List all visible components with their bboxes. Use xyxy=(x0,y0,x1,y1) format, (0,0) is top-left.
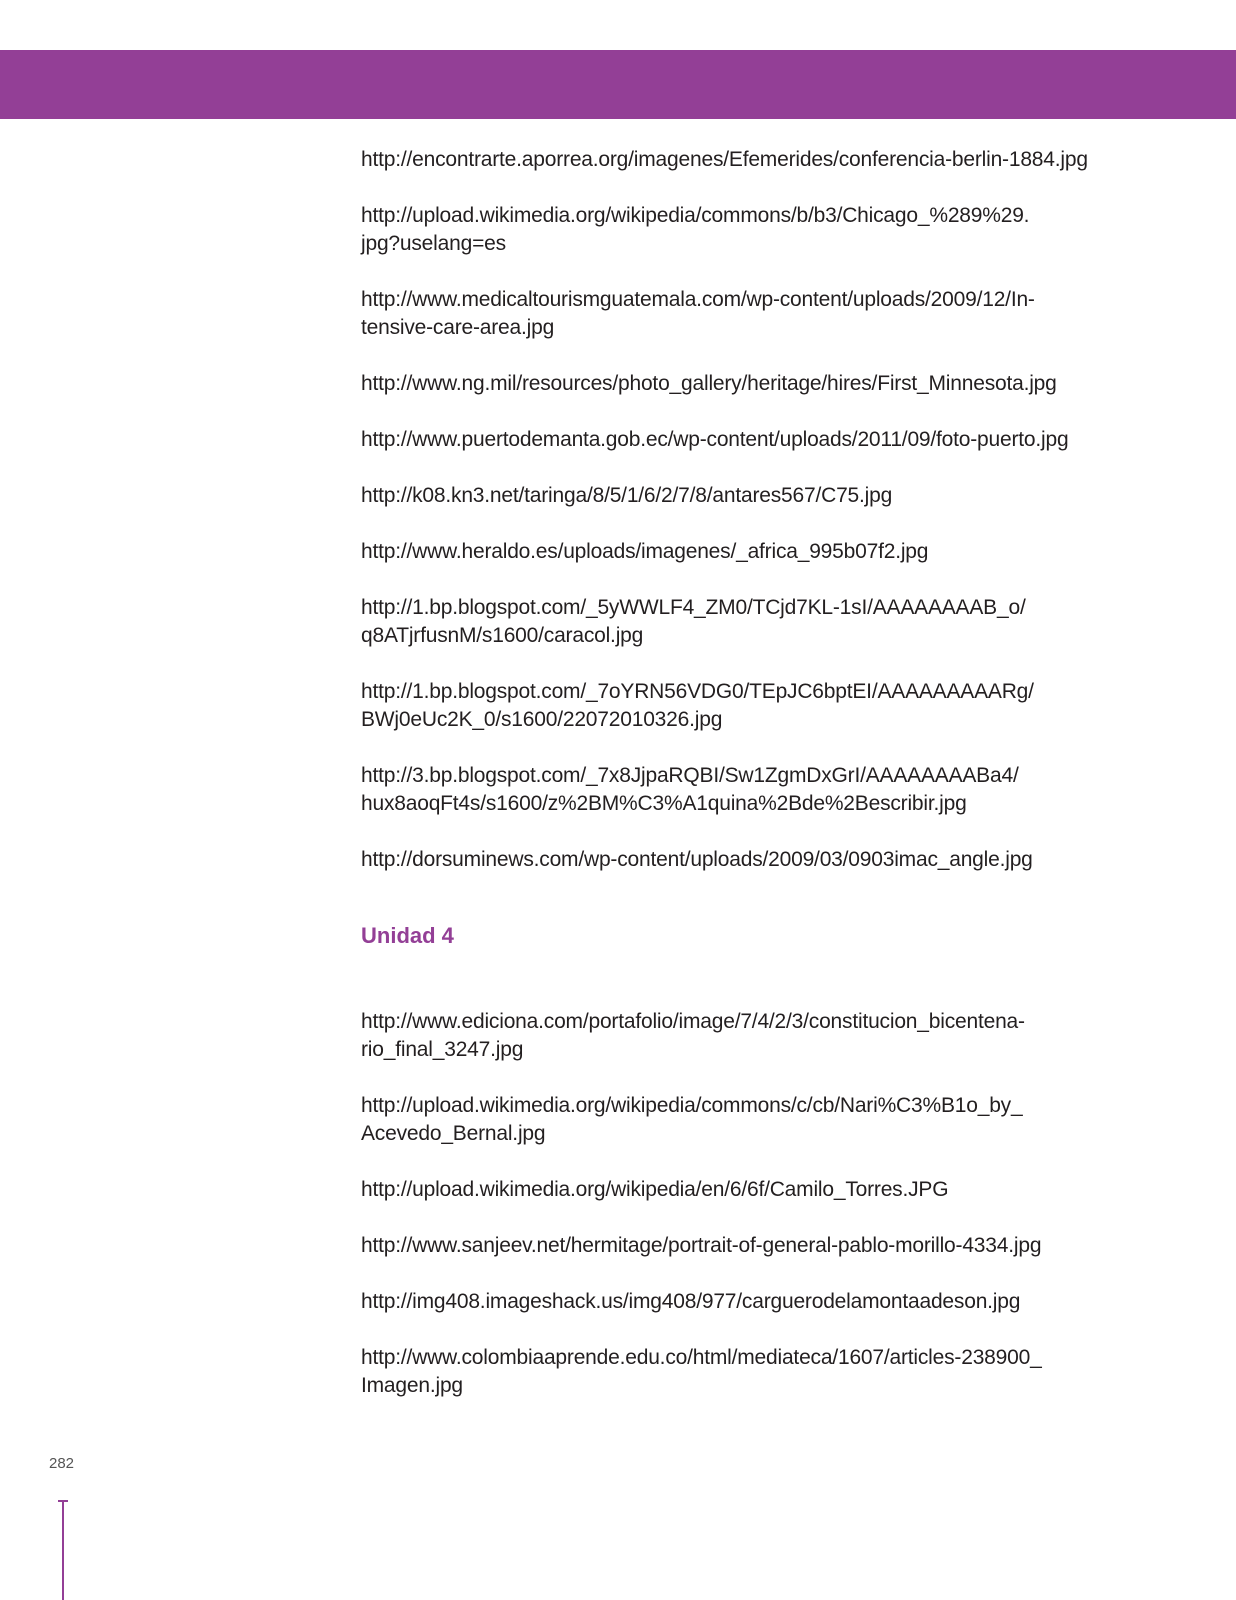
reference-item xyxy=(361,146,1101,174)
reference-line: http://www.sanjeev.net/hermitage/portrait-of-general-pablo-morillo-4334.jpg xyxy=(361,1234,1042,1257)
reference-line: http://encontrarte.aporrea.org/imagenes/Efemerides/conferencia-berlin-1884.jpg xyxy=(361,148,1088,171)
reference-line: http://www.heraldo.es/uploads/imagenes/_africa_995b07f2.jpg xyxy=(361,540,929,563)
reference-line-continued: hux8aoqFt4s/s1600/z%2BM%C3%A1quina%2Bde%2Bescribir.jpg xyxy=(361,792,967,815)
page-number: 282 xyxy=(49,1455,75,1472)
reference-item xyxy=(361,482,1101,510)
reference-line-continued: q8ATjrfusnM/s1600/caracol.jpg xyxy=(361,624,644,647)
reference-item xyxy=(361,1008,1101,1064)
reference-item xyxy=(361,1092,1101,1148)
reference-line: http://1.bp.blogspot.com/_7oYRN56VDG0/TEpJC6bptEI/AAAAAAAAARg/ xyxy=(361,680,1034,703)
reference-line: http://upload.wikimedia.org/wikipedia/commons/b/b3/Chicago_%289%29. xyxy=(361,204,1030,227)
reference-item xyxy=(361,1344,1101,1400)
reference-item xyxy=(361,762,1101,818)
reference-item xyxy=(361,846,1101,874)
reference-line: http://www.medicaltourismguatemala.com/wp-content/uploads/2009/12/In- xyxy=(361,288,1035,311)
margin-rule xyxy=(62,1500,64,1600)
references-list-unit4 xyxy=(361,1008,1101,1400)
reference-item xyxy=(361,1232,1101,1260)
reference-line: http://www.ng.mil/resources/photo_gallery/heritage/hires/First_Minnesota.jpg xyxy=(361,372,1057,395)
reference-item xyxy=(361,202,1101,258)
reference-item xyxy=(361,538,1101,566)
reference-line: http://img408.imageshack.us/img408/977/carguerodelamontaadeson.jpg xyxy=(361,1290,1021,1313)
references-content xyxy=(361,146,1101,1428)
reference-item xyxy=(361,370,1101,398)
references-list-unit3 xyxy=(361,146,1101,874)
reference-line-continued: Imagen.jpg xyxy=(361,1374,463,1397)
reference-line-continued: tensive-care-area.jpg xyxy=(361,316,555,339)
reference-item xyxy=(361,594,1101,650)
reference-line: http://1.bp.blogspot.com/_5yWWLF4_ZM0/TCjd7KL-1sI/AAAAAAAAB_o/ xyxy=(361,596,1026,619)
reference-line: http://www.colombiaaprende.edu.co/html/mediateca/1607/articles-238900_ xyxy=(361,1346,1042,1369)
reference-line: http://dorsuminews.com/wp-content/uploads/2009/03/0903imac_angle.jpg xyxy=(361,848,1033,871)
reference-line: http://www.ediciona.com/portafolio/image/7/4/2/3/constitucion_bicentena- xyxy=(361,1010,1025,1033)
reference-line: http://k08.kn3.net/taringa/8/5/1/6/2/7/8/antares567/C75.jpg xyxy=(361,484,893,507)
reference-item xyxy=(361,286,1101,342)
reference-line: http://upload.wikimedia.org/wikipedia/en/6/6f/Camilo_Torres.JPG xyxy=(361,1178,949,1201)
reference-item xyxy=(361,678,1101,734)
reference-line: http://upload.wikimedia.org/wikipedia/commons/c/cb/Nari%C3%B1o_by_ xyxy=(361,1094,1023,1117)
section-title: Unidad 4 xyxy=(361,923,454,948)
reference-line-continued: BWj0eUc2K_0/s1600/22072010326.jpg xyxy=(361,708,723,731)
header-band xyxy=(0,50,1236,119)
reference-item xyxy=(361,426,1101,454)
reference-item xyxy=(361,1176,1101,1204)
reference-item xyxy=(361,1288,1101,1316)
reference-line-continued: Acevedo_Bernal.jpg xyxy=(361,1122,546,1145)
reference-line: http://3.bp.blogspot.com/_7x8JjpaRQBI/Sw1ZgmDxGrI/AAAAAAAABa4/ xyxy=(361,764,1019,787)
reference-line: http://www.puertodemanta.gob.ec/wp-content/uploads/2011/09/foto-puerto.jpg xyxy=(361,428,1069,451)
reference-line-continued: jpg?uselang=es xyxy=(361,232,506,255)
reference-line-continued: rio_final_3247.jpg xyxy=(361,1038,524,1061)
